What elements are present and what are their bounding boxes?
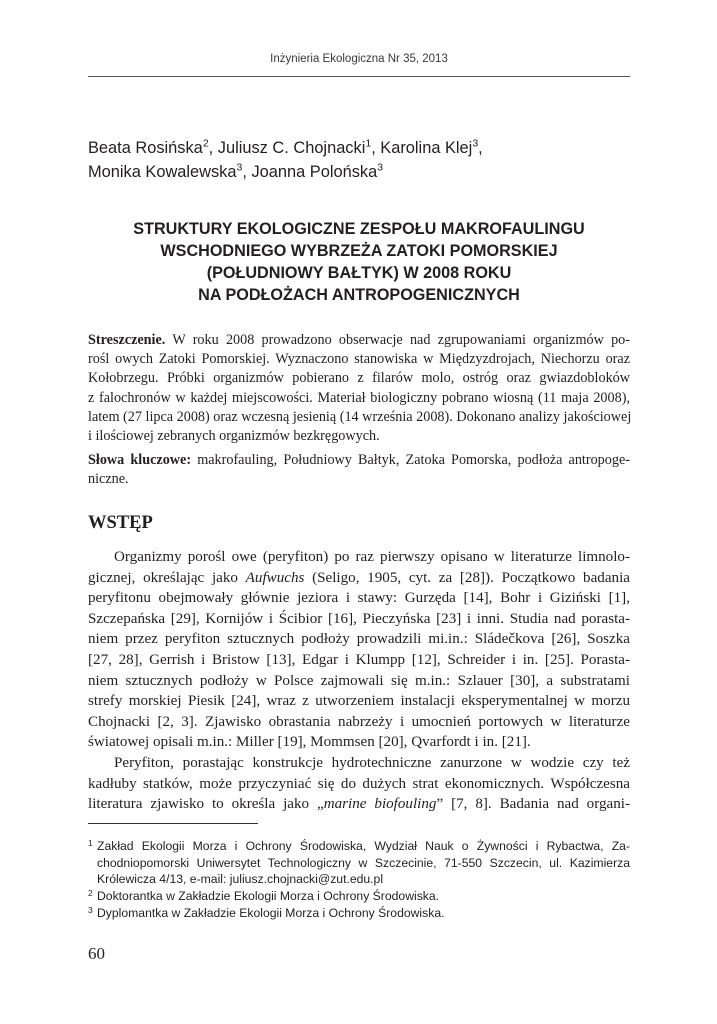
author-name: Beata Rosińska (88, 139, 203, 157)
paragraph-line: peryfitonu obejmowały głównie jeziora i stawy: Gurzęda [14], Bohr i Giziński [1], (88, 590, 630, 607)
paragraph-line: strefy morskiej Piesik [24], wraz z utworzeniem instalacji eksperymentalnej w morzu (88, 693, 630, 710)
paragraph-line: Organizmy porośl owe (peryfiton) po raz pierwszy opisano w literaturze limnolo- (114, 549, 630, 565)
header-rule (88, 76, 630, 77)
italic-term: Aufwuchs (245, 569, 305, 586)
footnote-line: Królewicza 4/13, e-mail: juliusz.chojnacki@zut.edu.pl (97, 872, 384, 887)
text-run: gicznej, określając jako (88, 569, 246, 586)
author-line-1 (88, 136, 630, 160)
footnote-line: Zakład Ekologii Morza i Ochrony Środowiska, Wydział Nauk o Żywności i Rybactwa, Za- (97, 839, 630, 853)
paragraph-line: niem przez peryfiton sztucznych podłoży prowadzili mi.in.: Sládečkova [26], Soszka (88, 631, 630, 648)
keywords-text: makrofauling, Południowy Bałtyk, Zatoka Pomorska, podłoża antropoge- (191, 452, 630, 469)
abstract-line (88, 331, 630, 350)
keywords-line: niczne. (88, 471, 129, 488)
footnote-line: Doktorantka w Zakładzie Ekologii Morza i Ochrony Środowiska. (97, 889, 440, 904)
author-name: Juliusz C. Chojnacki (217, 139, 366, 157)
author-affiliation-mark: 3 (377, 161, 384, 174)
author-affiliation-mark: 3 (472, 137, 479, 150)
author-separator: , (478, 139, 483, 157)
abstract (88, 331, 630, 490)
footnote (88, 838, 630, 888)
abstract-line: latem (27 lipca 2008) oraz wczesną jesienią (14 września 2008). Dokonano analizy jakościowej (88, 408, 632, 425)
paragraph-line: Peryfiton, porastając konstrukcje hydrotechniczne zanurzone w wodzie czy też (114, 754, 630, 771)
author-affiliation-mark: 2 (202, 137, 209, 150)
author-separator: , (208, 139, 218, 157)
article-title (88, 218, 630, 306)
footnote-mark: 2 (88, 888, 93, 899)
title-line: (POŁUDNIOWY BAŁTYK) W 2008 ROKU (206, 264, 512, 282)
paragraph-line: światowej opisali m.in.: Miller [19], Mommsen [20], Qvarfordt i in. [21]. (88, 734, 531, 751)
text-run: (Seligo, 1905, cyt. za [28]). Początkowo badania (304, 569, 630, 586)
paragraph-line: [27, 28], Gerrish i Bristow [13], Edgar i Klumpp [12], Schreider i in. [25]. Porasta- (88, 651, 630, 668)
author-line-2 (88, 160, 630, 184)
title-line: STRUKTURY EKOLOGICZNE ZESPOŁU MAKROFAULINGU (133, 220, 585, 238)
paragraph-line: Szczepańska [29], Kornijów i Ścibior [16], Pieczyńska [23] i inni. Studia nad porasta- (88, 610, 630, 627)
author-name: Joanna Polońska (251, 163, 378, 181)
abstract-line: Kołobrzegu. Próbki organizmów pobierano z filarów molo, ostróg oraz gwiazdobloków (88, 370, 630, 387)
section-heading: WSTĘP (88, 513, 153, 533)
title-line: WSCHODNIEGO WYBRZEŻA ZATOKI POMORSKIEJ (160, 242, 558, 260)
author-list (88, 136, 630, 184)
abstract-label: Streszczenie. (88, 332, 166, 348)
author-name: Monika Kowalewska (88, 163, 237, 181)
keywords (88, 451, 630, 489)
paragraph-line: Chojnacki [2, 3]. Zjawisko obrastania nabrzeży i umocnień portowych w literaturze (88, 713, 630, 730)
abstract-line: rośl owych Zatoki Pomorskiej. Wyznaczono stanowiska w Międzyzdrojach, Niechorzu oraz (88, 351, 630, 368)
running-header: Inżynieria Ekologiczna Nr 35, 2013 (270, 53, 448, 65)
footnote (88, 905, 630, 922)
text-run: literatura zjawisko to określa jako „ (88, 796, 324, 813)
footnotes (88, 838, 630, 922)
italic-term: marine biofouling (323, 796, 437, 813)
footnote-line: chodniopomorski Uniwersytet Technologiczny w Szczecinie, 71-550 Szczecin, ul. Kazimierza (97, 855, 630, 870)
author-affiliation-mark: 3 (236, 161, 243, 174)
keywords-line (88, 451, 630, 470)
abstract-line: i ilościowej zebranych organizmów bezkręgowych. (88, 428, 380, 445)
footnote-rule (88, 823, 258, 824)
paragraph-line: kadłuby statków, może przyczyniać się do dużych strat ekonomicznych. Współczesna (88, 775, 630, 792)
abstract-line: z falochronów w każdej miejscowości. Materiał biologiczny pobrano wiosną (11 maja 2008), (88, 389, 630, 406)
text-run: ” [7, 8]. Badania nad organi- (436, 796, 630, 813)
footnote (88, 888, 630, 905)
paragraph-line: niem sztucznych podłoży w Polsce zajmowali się m.in.: Szlauer [30], a substratami (88, 672, 630, 689)
author-affiliation-mark: 1 (365, 137, 372, 150)
paragraph-line (88, 794, 630, 815)
footnote-line: Dyplomantka w Zakładzie Ekologii Morza i Ochrony Środowiska. (97, 905, 445, 920)
body-text (88, 547, 630, 815)
author-name: Karolina Klej (380, 139, 473, 157)
footnote-mark: 1 (88, 838, 93, 848)
keywords-label: Słowa kluczowe: (88, 452, 192, 469)
author-separator: , (242, 163, 252, 181)
abstract-text: W roku 2008 prowadzono obserwacje nad zgrupowaniami organizmów po- (165, 332, 630, 348)
page-number: 60 (88, 944, 105, 963)
footnote-mark: 3 (88, 904, 93, 915)
author-separator: , (371, 139, 381, 157)
title-line: NA PODŁOŻACH ANTROPOGENICZNYCH (198, 286, 520, 304)
paragraph-line (88, 568, 630, 589)
